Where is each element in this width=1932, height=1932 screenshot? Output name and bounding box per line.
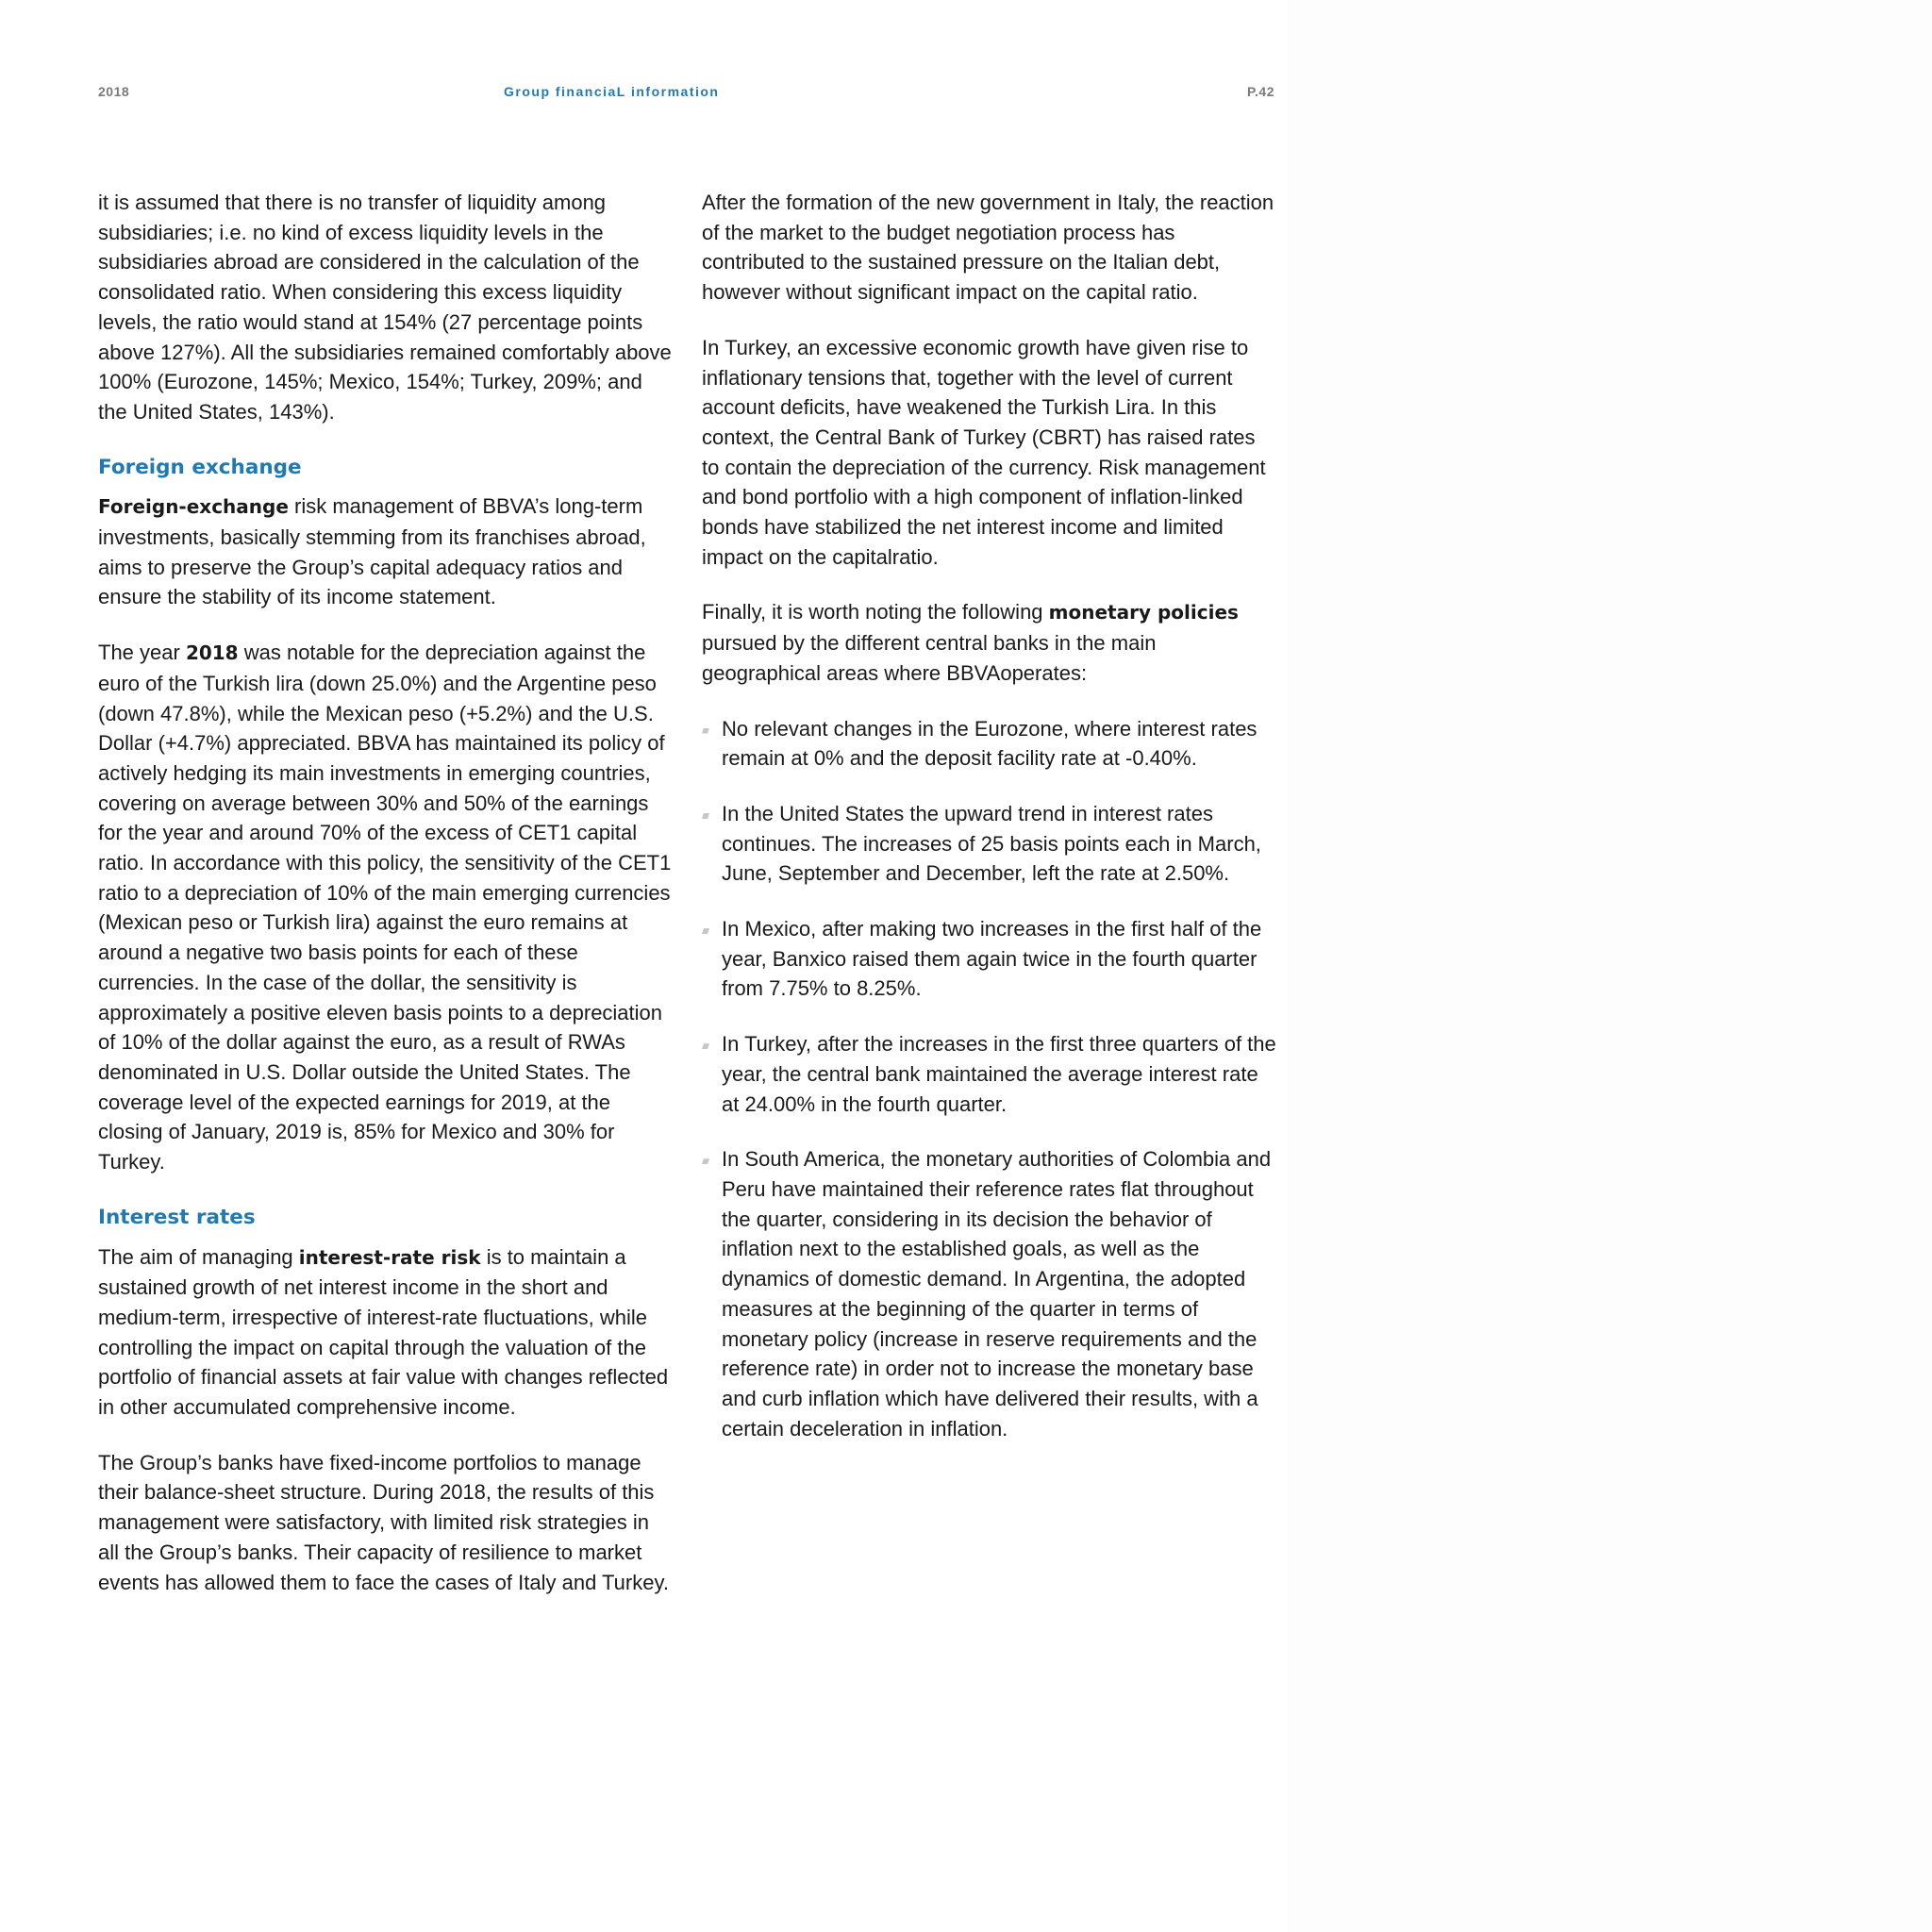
list-item: [702, 914, 1277, 1004]
paragraph-fx-intro-text: risk management of BBVA’s long-term investments, basically stemming from its franchises abroad, aims to preserve the Group’s capital adequacy ratios and ensure the stability of its income statement.: [98, 494, 646, 609]
paragraph-ir-aim-text: is to maintain a sustained growth of net interest income in the short and medium-term, irrespective of interest-rate fluctuations, while controlling the impact on capital through the valuation of the portfolio of financial assets at fair value with changes reflected in other accumulated comprehensive income.: [98, 1244, 669, 1420]
list-item: [702, 1029, 1277, 1119]
bold-term-interest-rate-risk: interest-rate risk: [298, 1245, 481, 1269]
paragraph-fx-2018: [98, 638, 674, 1177]
bullet-icon: [702, 928, 709, 934]
paragraph-fixed-income: The Group’s banks have fixed-income portfolios to manage their balance-sheet structure. During 2018, the results of this management were satisfactory, with limited risk strategies in all the Group’s banks. Their capacity of resilience to market events has allowed them to face the cases of Italy and Turkey.: [98, 1450, 669, 1594]
list-item-text: In the United States the upward trend in interest rates continues. The increases of 25 basis points each in March, June, September and December, left the rate at 2.50%.: [722, 801, 1261, 886]
paragraph-ir-aim-pre: The aim of managing: [98, 1244, 299, 1269]
bold-term-year: 2018: [185, 641, 239, 665]
right-column: [702, 188, 1277, 1443]
list-item: [702, 799, 1277, 889]
paragraph-ir-aim: [98, 1242, 674, 1423]
paragraph-monetary-pre: Finally, it is worth noting the following: [702, 600, 1049, 625]
paragraph-liquidity: it is assumed that there is no transfer of liquidity among subsidiaries; i.e. no kind of excess liquidity levels in the subsidiaries abroad are considered in the calculation of the consolidated ratio. When considering this excess liquidity levels, the ratio would stand at 154% (27 percentage points above 127%). All the subsidiaries remained comfortably above 100% (Eurozone, 145%; Mexico, 154%; Turkey, 209%; and the United States, 143%).: [98, 191, 672, 424]
paragraph-fx-intro: [98, 491, 674, 612]
bullet-icon: [702, 728, 709, 734]
page-margin-background: [1288, 0, 1932, 1932]
header-year: 2018: [98, 84, 130, 99]
page-header: [98, 84, 1277, 103]
paragraph-turkey: In Turkey, an excessive economic growth have given rise to inflationary tensions that, together with the level of current account deficits, have weakened the Turkish Lira. In this context, the Central Bank of Turkey (CBRT) has raised rates to contain the depreciation of the currency. Risk management and bond portfolio with a high component of inflation-linked bonds have stabilized the net interest income and limited impact on the capitalratio.: [702, 335, 1266, 569]
bullet-icon: [702, 1158, 709, 1164]
paragraph-monetary-intro: [702, 597, 1277, 688]
left-column: [98, 188, 674, 1597]
paragraph-monetary-text: pursued by the different central banks in the main geographical areas where BBVAoperates:: [702, 631, 1157, 685]
list-item: [702, 714, 1277, 774]
bold-term-monetary-policies: monetary policies: [1048, 601, 1239, 625]
monetary-policy-list: [702, 714, 1277, 1444]
heading-interest-rates: Interest rates: [98, 1205, 256, 1229]
list-item: [702, 1144, 1277, 1443]
list-item-text: In Turkey, after the increases in the first three quarters of the year, the central bank maintained the average interest rate at 24.00% in the fourth quarter.: [722, 1032, 1276, 1116]
list-item-text: No relevant changes in the Eurozone, where interest rates remain at 0% and the deposit facility rate at -0.40%.: [722, 716, 1257, 771]
bold-term-foreign-exchange: Foreign-exchange: [98, 495, 289, 519]
paragraph-fx-2018-pre: The year: [98, 641, 186, 665]
bullet-icon: [702, 1043, 709, 1049]
paragraph-fx-2018-text: was notable for the depreciation against the euro of the Turkish lira (down 25.0%) and the Argentine peso (down 47.8%), while the Mexican peso (+5.2%) and the U.S. Dollar (+4.7%) appreciated. BBVA has maintained its policy of actively hedging its main investments in emerging countries, covering on average between 30% and 50% of the earnings for the year and around 70% of the excess of CET1 capital ratio. In accordance with this policy, the sensitivity of the CET1 ratio to a depreciation of 10% of the main emerging currencies (Mexican peso or Turkish lira) against the euro remains at around a negative two basis points for each of these currencies. In the case of the dollar, the sensitivity is approximately a positive eleven basis points to a depreciation of 10% of the dollar against the euro, as a result of RWAs denominated in U.S. Dollar outside the United States. The coverage level of the expected earnings for 2019, at the closing of January, 2019 is, 85% for Mexico and 30% for Turkey.: [98, 641, 672, 1174]
header-page-number: P.42: [1247, 84, 1274, 99]
list-item-text: In South America, the monetary authorities of Colombia and Peru have maintained their reference rates flat throughout the quarter, considering in its decision the behavior of inflation next to the established goals, as well as the dynamics of domestic demand. In Argentina, the adopted measures at the beginning of the quarter in terms of monetary policy (increase in reserve requirements and the reference rate) in order not to increase the monetary base and curb inflation which have delivered their results, with a certain deceleration in inflation.: [722, 1147, 1272, 1441]
list-item-text: In Mexico, after making two increases in the first half of the year, Banxico raised them again twice in the fourth quarter from 7.75% to 8.25%.: [722, 917, 1262, 1001]
bullet-icon: [702, 813, 709, 819]
heading-foreign-exchange: Foreign exchange: [98, 455, 302, 479]
paragraph-italy: After the formation of the new government in Italy, the reaction of the market to the budget negotiation process has contributed to the sustained pressure on the Italian debt, however without significant impact on the capital ratio.: [702, 191, 1274, 305]
header-section-title: Group financiaL information: [504, 84, 720, 99]
